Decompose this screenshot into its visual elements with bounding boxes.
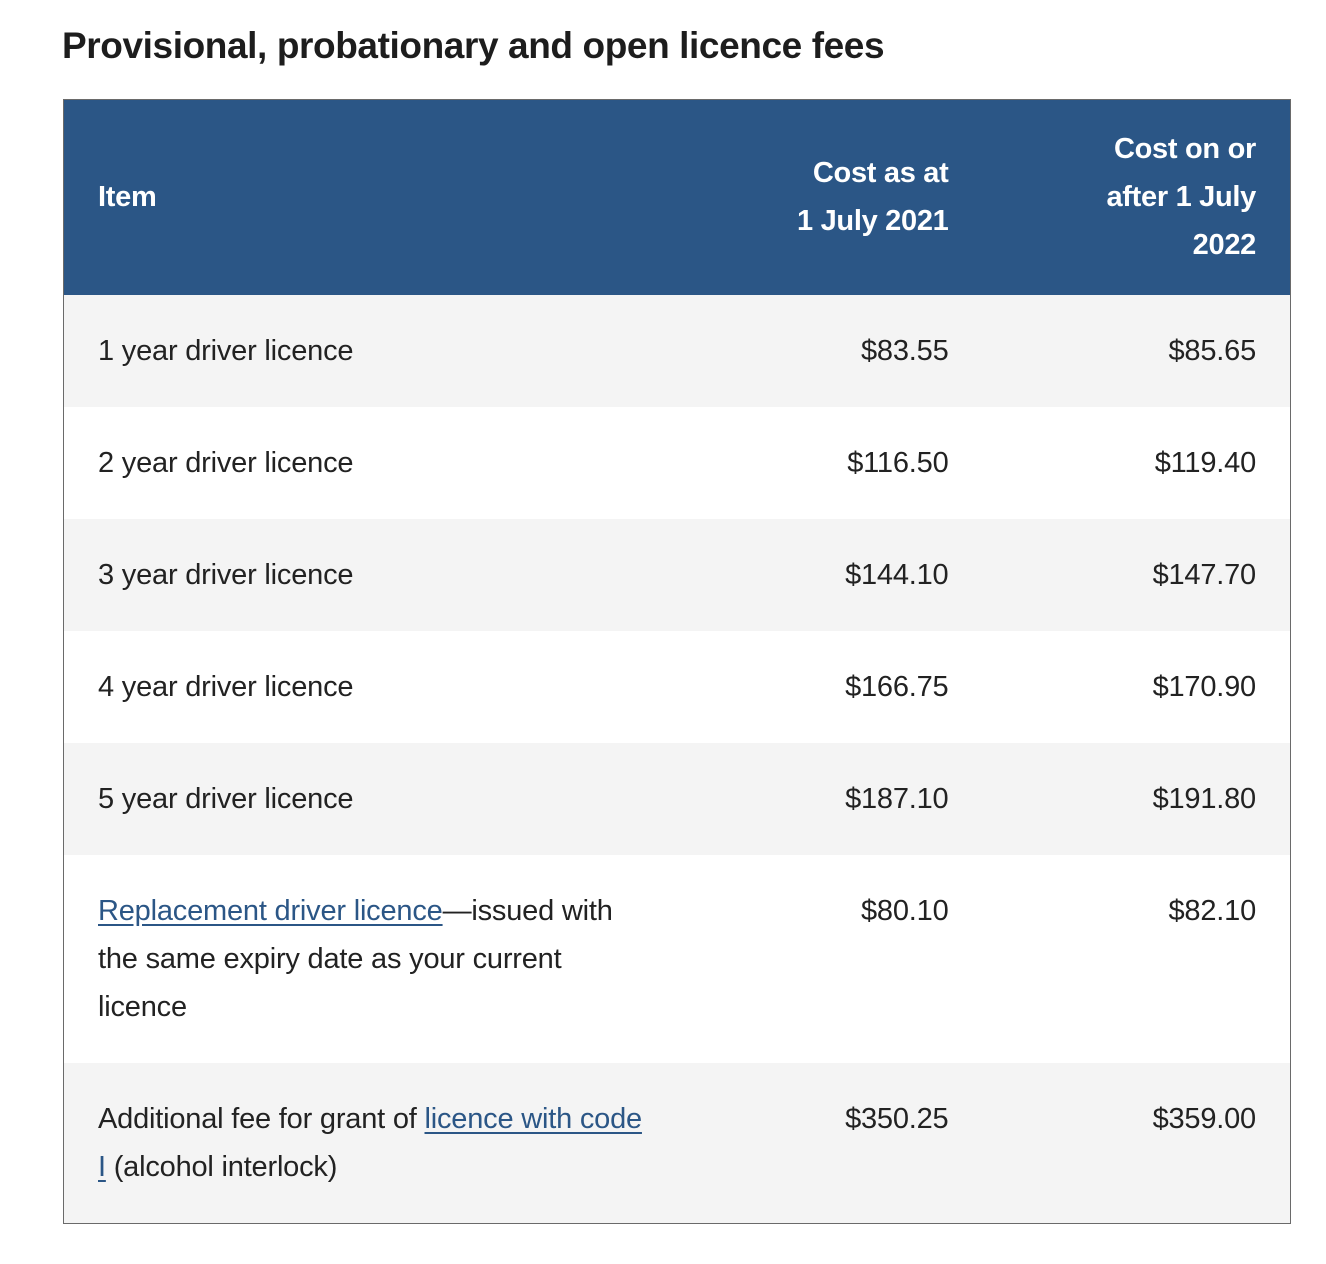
cost-2021-cell: $80.10 (691, 855, 983, 1063)
page-title: Provisional, probationary and open licence fees (62, 25, 885, 66)
table-row (64, 631, 1291, 743)
column-header-cost-2022-line3: 2022 (1192, 229, 1256, 262)
replacement-driver-licence-link[interactable]: Replacement driver licence (98, 894, 443, 927)
column-header-cost-2021 (691, 100, 983, 295)
table-row (64, 1063, 1291, 1224)
cost-2022-cell: $359.00 (983, 1063, 1291, 1224)
item-cell (64, 855, 691, 1063)
column-header-cost-2021-line2: 1 July 2021 (797, 205, 949, 238)
table-row (64, 855, 1291, 1063)
cost-2022-cell: $82.10 (983, 855, 1291, 1063)
table-row (64, 407, 1291, 519)
cost-2021-cell: $350.25 (691, 1063, 983, 1224)
item-description: —issued with the same expiry date as your current licence (98, 894, 613, 1023)
item-cell: 2 year driver licence (64, 407, 691, 519)
item-prefix: Additional fee for grant of (98, 1102, 425, 1135)
item-cell (64, 1063, 691, 1224)
item-cell: 4 year driver licence (64, 631, 691, 743)
cost-2022-cell: $119.40 (983, 407, 1291, 519)
column-header-item: Item (64, 100, 691, 295)
table-row (64, 295, 1291, 407)
item-cell: 5 year driver licence (64, 743, 691, 855)
cost-2022-cell: $191.80 (983, 743, 1291, 855)
cost-2021-cell: $187.10 (691, 743, 983, 855)
cost-2021-cell: $116.50 (691, 407, 983, 519)
column-header-cost-2022-line2: after 1 July (1106, 181, 1256, 214)
item-suffix: (alcohol interlock) (105, 1150, 338, 1183)
column-header-cost-2021-line1: Cost as at (812, 157, 949, 190)
cost-2021-cell: $83.55 (691, 295, 983, 407)
cost-2021-cell: $166.75 (691, 631, 983, 743)
column-header-cost-2022-line1: Cost on or (1114, 133, 1256, 166)
licence-with-code-i-link[interactable]: licence with code I (98, 1102, 642, 1183)
column-header-cost-2022 (983, 100, 1291, 295)
table-row (64, 519, 1291, 631)
table-header-row (64, 100, 1291, 295)
cost-2021-cell: $144.10 (691, 519, 983, 631)
licence-fees-table (63, 99, 1291, 1224)
item-cell: 1 year driver licence (64, 295, 691, 407)
cost-2022-cell: $85.65 (983, 295, 1291, 407)
item-cell: 3 year driver licence (64, 519, 691, 631)
cost-2022-cell: $170.90 (983, 631, 1291, 743)
cost-2022-cell: $147.70 (983, 519, 1291, 631)
table-row (64, 743, 1291, 855)
